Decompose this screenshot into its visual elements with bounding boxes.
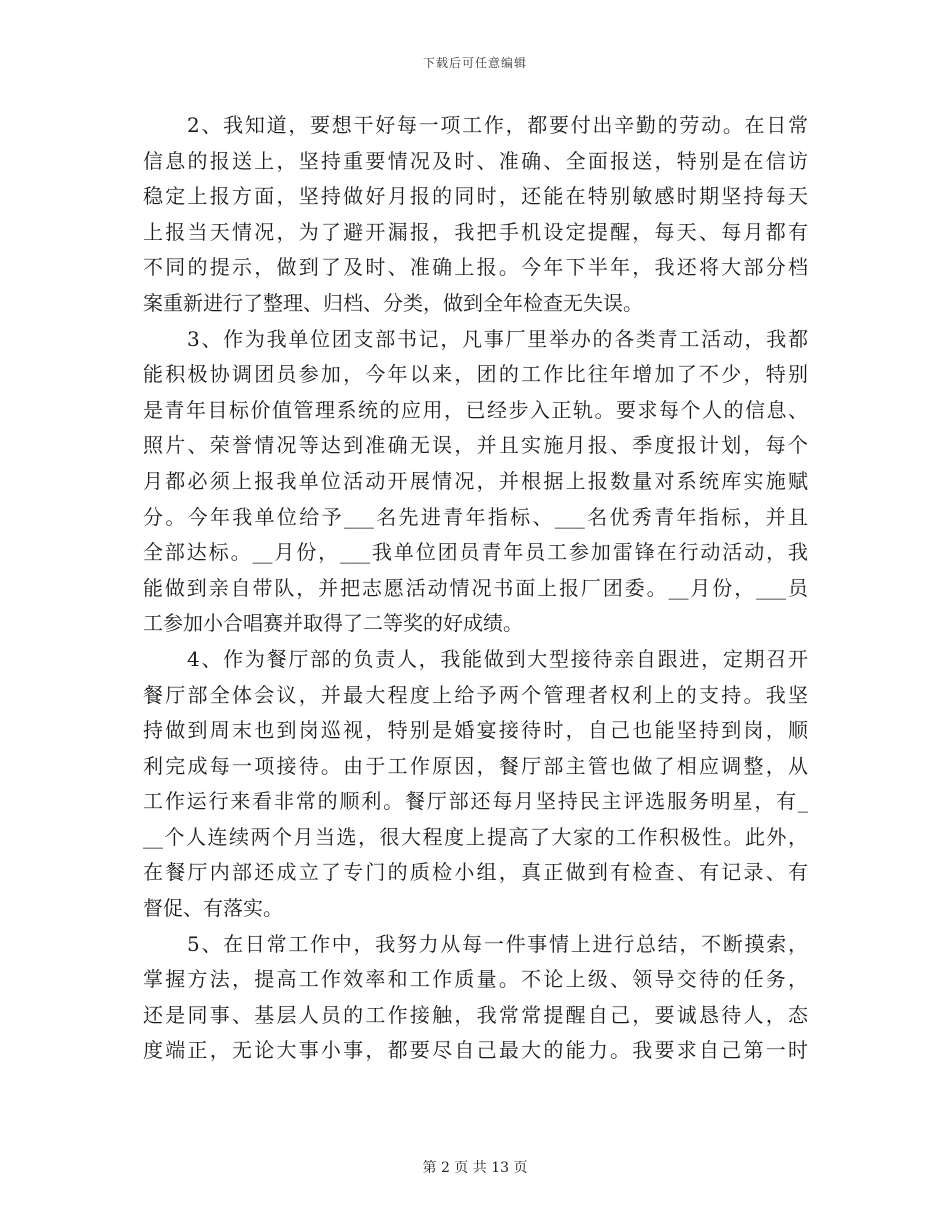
- text-line: 案重新进行了整理、归档、分类，做到全年检查无失误。: [143, 290, 643, 315]
- text-line: 督促、有落实。: [143, 896, 283, 921]
- text-line: 照片、荣誉情况等达到准确无误，并且实施月报、季度报计划，每个: [143, 433, 808, 458]
- text-line: 利完成每一项接待。由于工作原因，餐厅部主管也做了相应调整，从: [143, 753, 808, 778]
- text-line: 持做到周末也到岗巡视，特别是婚宴接待时，自己也能坚持到岗，顺: [143, 718, 808, 743]
- text-line: 是青年目标价值管理系统的应用，已经步入正轨。要求每个人的信息、: [143, 397, 808, 422]
- page-header: 下载后可任意编辑: [422, 56, 527, 70]
- page-number-footer: 第 2 页 共 13 页: [422, 1160, 528, 1176]
- text-line: 掌握方法，提高工作效率和工作质量。不论上级、领导交待的任务，: [143, 967, 808, 992]
- text-line: 2、我知道，要想干好每一项工作，都要付出辛勤的劳动。在日常: [187, 113, 808, 137]
- paragraph-4: [143, 642, 808, 927]
- text-line: 分。今年我单位给予___名先进青年指标、___名优秀青年指标，并且: [143, 504, 808, 529]
- text-line: 度端正，无论大事小事，都要尽自己最大的能力。我要求自己第一时: [143, 1038, 808, 1063]
- paragraph-5: [143, 927, 808, 1069]
- paragraph-3: [143, 322, 808, 642]
- text-line: 能积极协调团员参加，今年以来，团的工作比往年增加了不少，特别: [143, 362, 808, 387]
- text-line: 餐厅部全体会议，并最大程度上给予两个管理者权利上的支持。我坚: [143, 682, 808, 707]
- text-line: 4、作为餐厅部的负责人，我能做到大型接待亲自跟进，定期召开: [187, 646, 808, 671]
- text-line: 工参加小合唱赛并取得了二等奖的好成绩。: [143, 611, 523, 636]
- paragraph-2: [143, 108, 808, 322]
- text-line: 5、在日常工作中，我努力从每一件事情上进行总结，不断摸索，: [187, 931, 808, 956]
- text-line: __个人连续两个月当选，很大程度上提高了大家的工作积极性。此外，: [143, 824, 808, 849]
- text-line: 工作运行来看非常的顺利。餐厅部还每月坚持民主评选服务明星，有_: [143, 789, 808, 814]
- text-line: 稳定上报方面，坚持做好月报的同时，还能在特别敏感时期坚持每天: [143, 184, 808, 209]
- text-line: 不同的提示，做到了及时、准确上报。今年下半年，我还将大部分档: [143, 255, 808, 280]
- text-line: 全部达标。__月份，___我单位团员青年员工参加雷锋在行动活动，我: [143, 540, 808, 565]
- text-line: 月都必须上报我单位活动开展情况，并根据上报数量对系统库实施赋: [143, 468, 808, 493]
- text-line: 上报当天情况，为了避开漏报，我把手机设定提醒，每天、每月都有: [143, 219, 808, 244]
- text-line: 3、作为我单位团支部书记，凡事厂里举办的各类青工活动，我都: [187, 326, 808, 351]
- text-line: 还是同事、基层人员的工作接触，我常常提醒自己，要诚恳待人，态: [143, 1002, 808, 1027]
- document-body: [143, 108, 808, 1069]
- text-line: 能做到亲自带队，并把志愿活动情况书面上报厂团委。__月份，___员: [143, 575, 808, 600]
- text-line: 信息的报送上，坚持重要情况及时、准确、全面报送，特别是在信访: [143, 148, 808, 173]
- text-line: 在餐厅内部还成立了专门的质检小组，真正做到有检查、有记录、有: [143, 860, 808, 885]
